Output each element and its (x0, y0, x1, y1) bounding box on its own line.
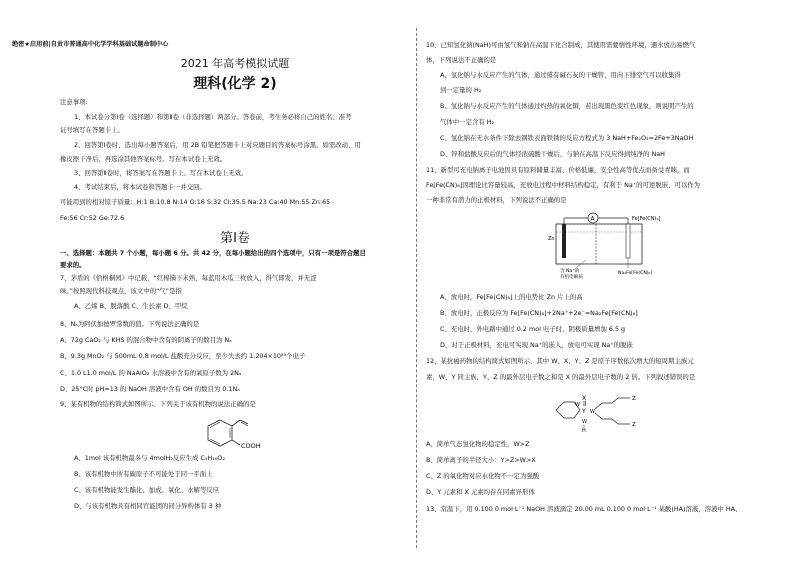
q8-option-c: C、1.0 L1.0 mol/L 的 NaAlO₂ 水溶液中含有的氧原子数为 2Nₐ (60, 369, 242, 377)
q11-option-d: D、对于正极材料，充电可实现 Na⁺的嵌入，放电可实现 Na⁺的脱嵌 (440, 341, 633, 349)
electrolyte-label: 有机电解质 (560, 275, 583, 280)
note-line: 1、本试卷分第Ⅰ卷（选择题）和第Ⅱ卷（非选择题）两部分。答卷前，考生务必将自己的姓名、准考 (74, 113, 352, 121)
q12-option-a: A、简单气态氢化物的稳定性，W>Z (426, 440, 530, 448)
column-divider (416, 28, 417, 548)
q9-option-a: A、1mol 该有机物最多与 4molH₂反应生成 C₉H₁₆O₂ (74, 454, 226, 462)
q10-option-c: C、氢化钠在无水条件下除去钢铁表面铁锈的反应方程式为 3 NaH+Fe₂O₃=2Fe+3NaOH (440, 134, 694, 142)
q9-stem: 9、某有机物的结构简式如图所示。下列关于该有机物的说法正确的是 (60, 400, 256, 408)
section-title: 第Ⅰ卷 (220, 231, 250, 246)
q8-option-d: D、25°C时 pH=13 的 NaOH 溶液中含有 OH 的数目为 0.1Nₐ (60, 385, 240, 393)
ammeter-label: A (590, 215, 595, 223)
atom-h: H (582, 428, 586, 434)
atom-x: X (582, 395, 587, 402)
atom-w: W (582, 419, 587, 425)
zn-electrode (562, 224, 566, 258)
confidential-line: 绝密★启用前|自贡市普通高中化学学科基础试题命制中心 (12, 41, 169, 48)
q9-option-d: D、与该有机物具有相同官能团的同分异构体有 3 种 (74, 502, 222, 510)
q12-option-d: D、Y 元素和 X 元素均存在同素异形体 (426, 488, 535, 496)
q11-battery-diagram (536, 210, 676, 286)
note-line: 证号填写在答题卡上。 (60, 126, 124, 134)
cathode-label: Fe[Fe(CN)₆] (632, 216, 661, 222)
atom-z: Z (632, 396, 636, 402)
atom-z: Z (632, 422, 636, 428)
atomic-masses: 可能用到的相对原子质量：H:1 B:10.8 N:14 O:16 S:32 Cl:35.5 Na:23 Ca:40 Mn:55 Zn:65 (60, 198, 331, 206)
anode-label: Zn (548, 236, 555, 242)
q12-option-c: C、Z 的氧化物对应水化物不一定为强酸 (426, 472, 540, 480)
q12-stem: 素，W、Y 同主族，Y、Z 的最外层电子数之和是 X 的最外层电子数的 2 倍。下列叙述错误的是 (426, 373, 696, 381)
q11-stem: 一种非常有潜力的正极材料，下列说法不正确的是 (426, 196, 567, 204)
q10-option-b: B、氢化钠与水反应产生的气体通过灼热的氧化铜，若出现黑色变红色现象，则说明产生的 (440, 102, 694, 110)
section-instruction: 要求的。 (60, 261, 86, 269)
q9-option-b: B、该有机物中所有碳原子不可能处于同一平面上 (74, 470, 213, 478)
note-line: 橡皮擦干净后，再选涂其他答案标号。写在本试卷上无效。 (60, 155, 227, 163)
q8-option-b: B、9.3g MnO₂ 与 500mL 0.8 mol/L 盐酸充分反应，至少失去约 1.204×10²³个电子 (60, 352, 306, 360)
q10-option-a: A、氢化钠与水反应产生的气体，通过盛有碱石灰的干燥管，用向下排空气可以收集得 (440, 71, 681, 79)
note-line: 2、回答第Ⅰ卷时，选出每小题答案后，用 2B 铅笔把答题卡上对应题目的答案标号涂黑。如需改动，用 (74, 141, 361, 149)
notes-heading: 注意事项: (60, 98, 88, 106)
discharge-product-label: Na₂Fe[Fe(CN)₆] (618, 271, 653, 276)
q10-option-b: 气体中一定含有 H₂ (440, 118, 495, 126)
cathode-electrode (626, 224, 630, 258)
note-line: 3、回答第Ⅱ卷时，将答案写在答题卡上。写在本试卷上无效。 (74, 169, 248, 177)
atom-w: W (575, 402, 580, 408)
q8-stem: 8、Nₐ为阿伏加德罗常数的值。下列说法正确的是 (60, 320, 200, 328)
q11-stem: 11、新型可充电钠离子电池因具有原料储量丰富、价格低廉，安全性高等优点而备受青睐，而 (426, 166, 690, 174)
q7-stem: 味。”按照现代科技观点，该文中的“气”是指 (60, 287, 182, 295)
exam-title: 2021 年高考模拟试题 (180, 57, 290, 70)
q10-option-a: 到一定量的 H₂ (440, 86, 482, 94)
q9-structure-diagram (200, 412, 290, 454)
q11-option-a: A、放电时，Fe[Fe(CN)₆]上的电势比 Zn 片上的高 (440, 293, 583, 301)
q10-stem: 10、已知氢化钠(NaH)可由氢气和钠在高温下化合制成，其使用需要惰性环境，遇水放出易燃气 (426, 41, 696, 49)
section-instruction: 一、选择题：本题共 7 个小题，每小题 6 分。共 42 分，在每小题给出的四个选项中，只有一项是符合题目 (60, 249, 366, 257)
q7-options: A、乙烯 B、脱落酸 C、生长素 D、甲烷 (74, 302, 188, 310)
q10-option-d: D、锌和盐酸反应后的气体经浓硫酸干燥后，与钠在高温下反应得到纯净的 NaH (440, 150, 665, 158)
q11-option-b: B、放电时，正极反应为 Fe[Fe(CN)₆]+2Na⁺+2e⁻=Na₂Fe[Fe(CN)₆] (440, 309, 638, 317)
q13-stem: 13、常温下，用 0.100 0 mol·L⁻¹ NaOH 溶液滴定 20.00 mL 0.100 0 mol·L⁻¹ 某酸(HA)溶液，溶液中 HA、 (426, 505, 742, 513)
q11-option-c: C、充电时，外电路中通过 0.2 mol 电子时，阴极质量增加 6.5 g (440, 325, 626, 333)
atom-y: Y (582, 408, 586, 415)
q11-stem: Fe[Fe(CN)₆]因理论比容量较高，充放电过程中材料结构稳定，有利于 Na⁺的可逆脱嵌，可以作为 (426, 181, 701, 189)
atomic-masses: Fe:56 Cr:52 Ge:72.6 (60, 214, 125, 222)
atom-w: W (590, 409, 595, 415)
note-line: 4、考试结束后，将本试卷和答题卡一并交回。 (74, 183, 206, 191)
subject-title: 理科(化学 2) (193, 76, 277, 92)
q10-stem: 体，下列说法不正确的是 (426, 56, 497, 64)
q8-option-a: A、72g CaO₂ 与 KHS 的混合物中含有的阴离子的数目为 Nₐ (60, 336, 232, 344)
q12-stem: 12、某抗癌药物的结构简式如图所示，其中 W、X、Y、Z 是原子序数依次增大的短周期主族元 (426, 357, 694, 365)
electrolyte-label: 含 Na⁺的 (560, 269, 580, 274)
q12-option-b: B、简单离子的半径大小：Y>Z>W>X (426, 456, 536, 464)
q7-stem: 7、茅盾的《恰格桐园》中记载，“红棉摘下未熟，每蓝用木瓜三枚放入，得气即发，并无涩 (60, 274, 317, 282)
q9-option-c: C、该有机物能发生酯化、加成、氧化、水解等反应 (74, 486, 220, 494)
q9-structure-label: COOH (241, 442, 261, 450)
q12-structure-diagram (546, 388, 666, 438)
